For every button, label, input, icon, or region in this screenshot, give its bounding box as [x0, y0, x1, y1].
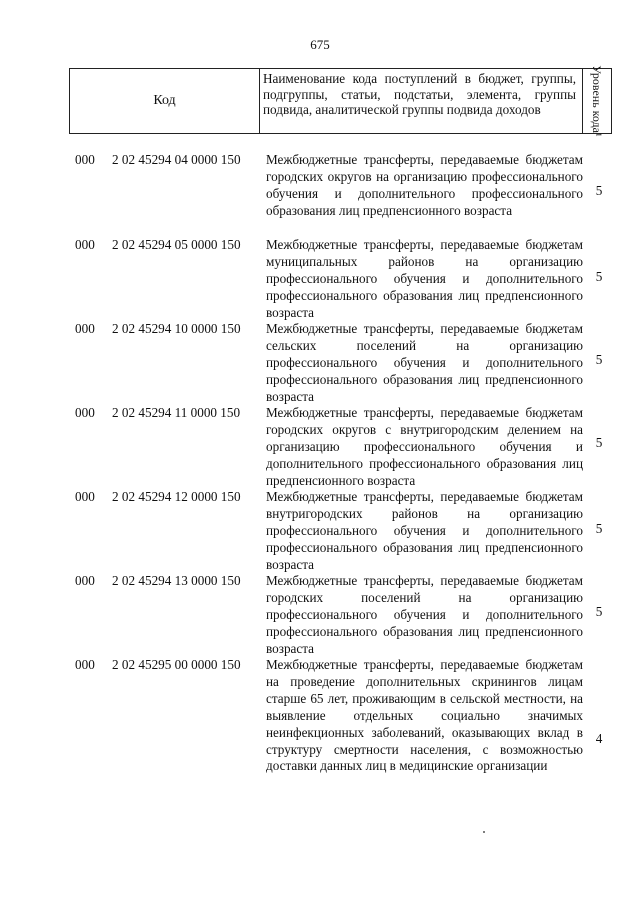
row-name: Межбюджетные трансферты, передаваемые бюджетам городских поселений на организацию профессионального обучения и дополнительного профессионального образования лиц предпенсионного возраста [266, 573, 583, 656]
header-level: Уровень кода¹ [590, 65, 604, 137]
table-row [0, 489, 640, 573]
row-name: Межбюджетные трансферты, передаваемые бюджетам на проведение дополнительных скринингов лицам старше 65 лет, проживающим в сельской местности, на выявление отдельных социально значимых неинфекционных заболеваний, оказывающих вклад в структуру смертности населения, с возможностью доставки данных лиц в медицинские организации [266, 657, 583, 774]
table-row [0, 405, 640, 489]
scan-speck [483, 831, 485, 833]
row-name: Межбюджетные трансферты, передаваемые бюджетам городских округов на организацию профессионального обучения и дополнительного профессионального образования лиц предпенсионного возраста [266, 152, 583, 218]
row-level: 5 [595, 435, 603, 450]
row-level: 5 [595, 352, 603, 367]
row-prefix: 000 [75, 573, 95, 588]
row-name: Межбюджетные трансферты, передаваемые бюджетам городских округов с внутригородским делением на организацию профессионального обучения и дополнительного профессионального образования лиц предпенсионного возраста [266, 405, 583, 488]
table-header [69, 65, 612, 137]
row-name: Межбюджетные трансферты, передаваемые бюджетам сельских поселений на организацию профессионального обучения и дополнительного профессионального образования лиц предпенсионного возраста [266, 321, 583, 404]
row-prefix: 000 [75, 321, 95, 336]
row-level: 5 [595, 183, 603, 198]
row-prefix: 000 [75, 489, 95, 504]
row-code: 2 02 45294 12 0000 150 [112, 489, 241, 504]
page-number: 675 [310, 37, 330, 52]
header-code: Код [70, 69, 260, 133]
row-name: Межбюджетные трансферты, передаваемые бюджетам внутригородских районов на организацию профессионального обучения и дополнительного профессионального образования лиц предпенсионного возраста [266, 489, 583, 572]
header-name: Наименование кода поступлений в бюджет, группы, подгруппы, статьи, подстатьи, элемента, группы подвида, аналитической группы подвида доходов [263, 71, 576, 117]
header-level-cell [582, 65, 611, 137]
table-body [0, 152, 640, 797]
table-row [0, 237, 640, 321]
row-level: 5 [595, 521, 603, 536]
table-row [0, 573, 640, 657]
row-level: 4 [595, 731, 603, 746]
row-code: 2 02 45295 00 0000 150 [112, 657, 241, 672]
table-row [0, 657, 640, 797]
row-prefix: 000 [75, 405, 95, 420]
row-code: 2 02 45294 13 0000 150 [112, 573, 241, 588]
row-prefix: 000 [75, 657, 95, 672]
table-row [0, 152, 640, 237]
row-name: Межбюджетные трансферты, передаваемые бюджетам муниципальных районов на организацию профессионального обучения и дополнительного профессионального образования лиц предпенсионного возраста [266, 237, 583, 320]
row-level: 5 [595, 604, 603, 619]
row-code: 2 02 45294 11 0000 150 [112, 405, 241, 420]
table-row [0, 321, 640, 405]
row-code: 2 02 45294 05 0000 150 [112, 237, 241, 252]
row-level: 5 [595, 269, 603, 284]
row-code: 2 02 45294 04 0000 150 [112, 152, 241, 167]
row-prefix: 000 [75, 237, 95, 252]
row-prefix: 000 [75, 152, 95, 167]
row-code: 2 02 45294 10 0000 150 [112, 321, 241, 336]
